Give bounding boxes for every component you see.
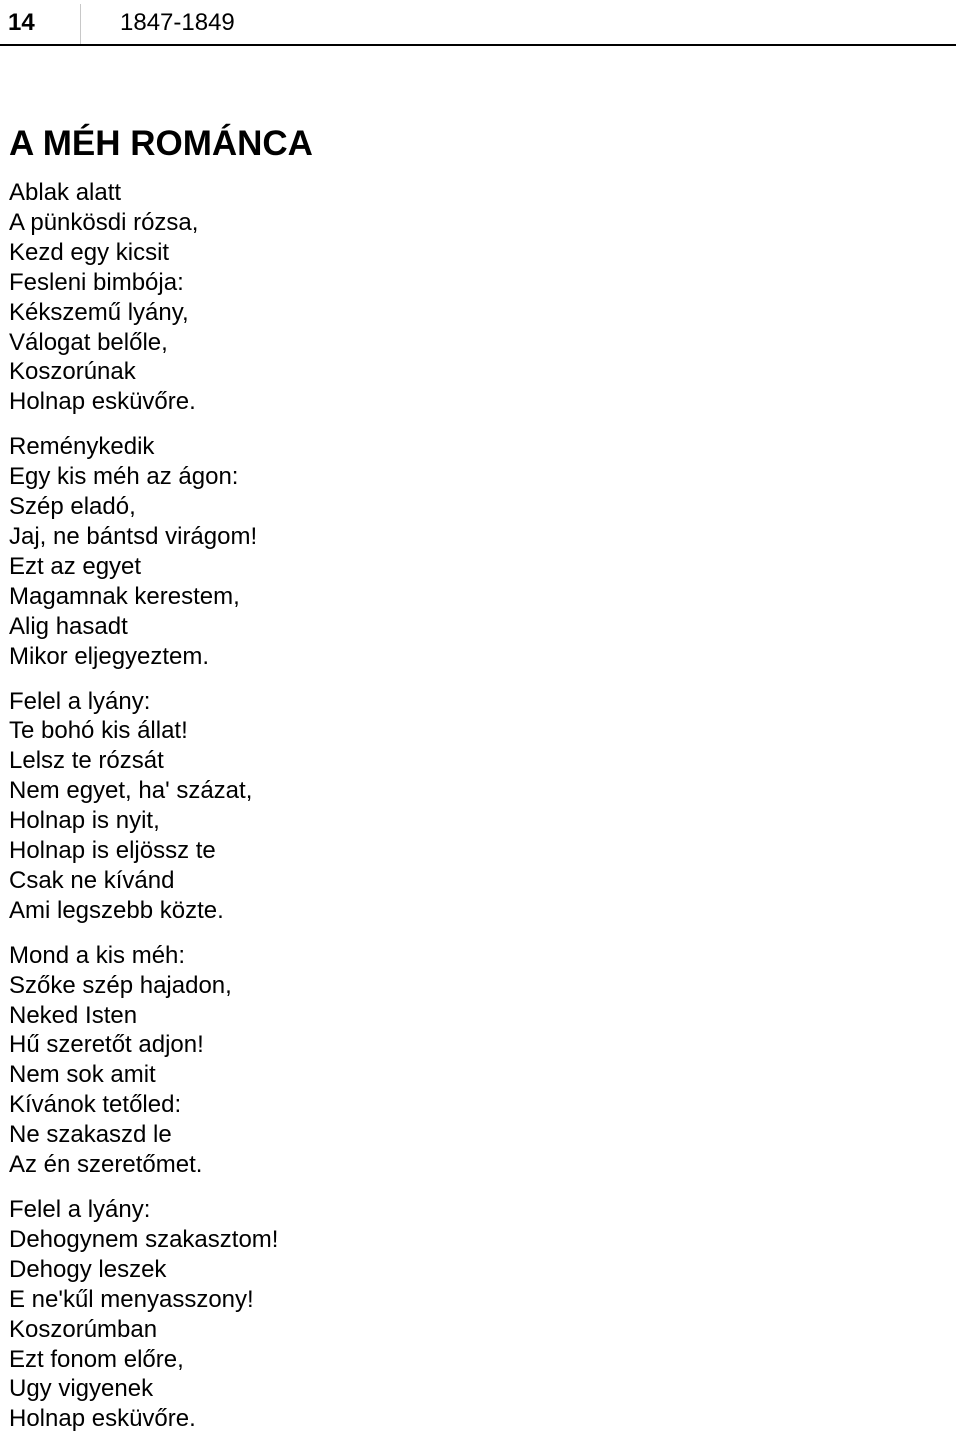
- poem-body: [9, 178, 909, 1449]
- stanza-5: [9, 1195, 909, 1434]
- poem-line: Felel a lyány:: [9, 1196, 151, 1223]
- stanza-1: [9, 178, 909, 417]
- poem-line: Koszorúnak: [9, 358, 136, 386]
- stanza-3: [9, 687, 909, 926]
- poem-line: Dehogy leszek: [9, 1255, 167, 1283]
- poem-line: A pünkösdi rózsa,: [9, 208, 199, 236]
- poem-line: Te bohó kis állat!: [9, 717, 188, 745]
- poem-line: Kezd egy kicsit: [9, 238, 170, 266]
- page-number: 14: [8, 9, 35, 36]
- running-head: 1847-1849: [120, 9, 235, 36]
- poem-line: Fesleni bimbója:: [9, 268, 184, 296]
- poem-line: Nem sok amit: [9, 1061, 156, 1089]
- poem-line: Dehogynem szakasztom!: [9, 1225, 279, 1253]
- poem-title: A MÉH ROMÁNCA: [9, 124, 313, 163]
- poem-line: Lelsz te rózsát: [9, 747, 164, 775]
- stanza-4: [9, 941, 909, 1180]
- poem-line: Ami legszebb közte.: [9, 896, 224, 924]
- poem-line: Kékszemű lyány,: [9, 298, 189, 326]
- page-header: [0, 0, 956, 46]
- stanza-2: [9, 432, 909, 671]
- poem-line: Kívánok tetőled:: [9, 1091, 182, 1119]
- poem-line: Csak ne kívánd: [9, 866, 175, 894]
- poem-line: Ugy vigyenek: [9, 1375, 154, 1403]
- poem-line: Egy kis méh az ágon:: [9, 463, 239, 491]
- poem-line: Reménykedik: [9, 433, 155, 461]
- poem-line: Ezt az egyet: [9, 552, 142, 580]
- poem-line: Az én szeretőmet.: [9, 1151, 203, 1179]
- poem-line: E ne'kűl menyasszony!: [9, 1285, 254, 1313]
- poem-line: Válogat belőle,: [9, 328, 168, 356]
- poem-line: Ablak alatt: [9, 179, 122, 206]
- poem-line: Jaj, ne bántsd virágom!: [9, 522, 258, 550]
- poem-line: Felel a lyány:: [9, 687, 151, 715]
- poem-line: Ne szakaszd le: [9, 1121, 172, 1149]
- poem-line: Szőke szép hajadon,: [9, 971, 232, 999]
- poem-line: Koszorúmban: [9, 1315, 158, 1343]
- poem-line: Holnap is nyit,: [9, 807, 160, 835]
- poem-line: Nem egyet, ha' százat,: [9, 777, 253, 805]
- poem-line: Magamnak kerestem,: [9, 582, 240, 610]
- poem-line: Holnap esküvőre.: [9, 1405, 196, 1433]
- poem-line: Ezt fonom előre,: [9, 1345, 184, 1373]
- poem-line: Holnap esküvőre.: [9, 388, 196, 416]
- poem-line: Neked Isten: [9, 1001, 138, 1029]
- poem-line: Mikor eljegyeztem.: [9, 642, 210, 670]
- poem-line: Hű szeretőt adjon!: [9, 1031, 204, 1059]
- poem-line: Holnap is eljössz te: [9, 837, 216, 865]
- poem-line: Alig hasadt: [9, 612, 128, 640]
- poem-line: Szép eladó,: [9, 493, 136, 521]
- poem-line: Mond a kis méh:: [9, 941, 186, 969]
- header-divider: [80, 4, 81, 44]
